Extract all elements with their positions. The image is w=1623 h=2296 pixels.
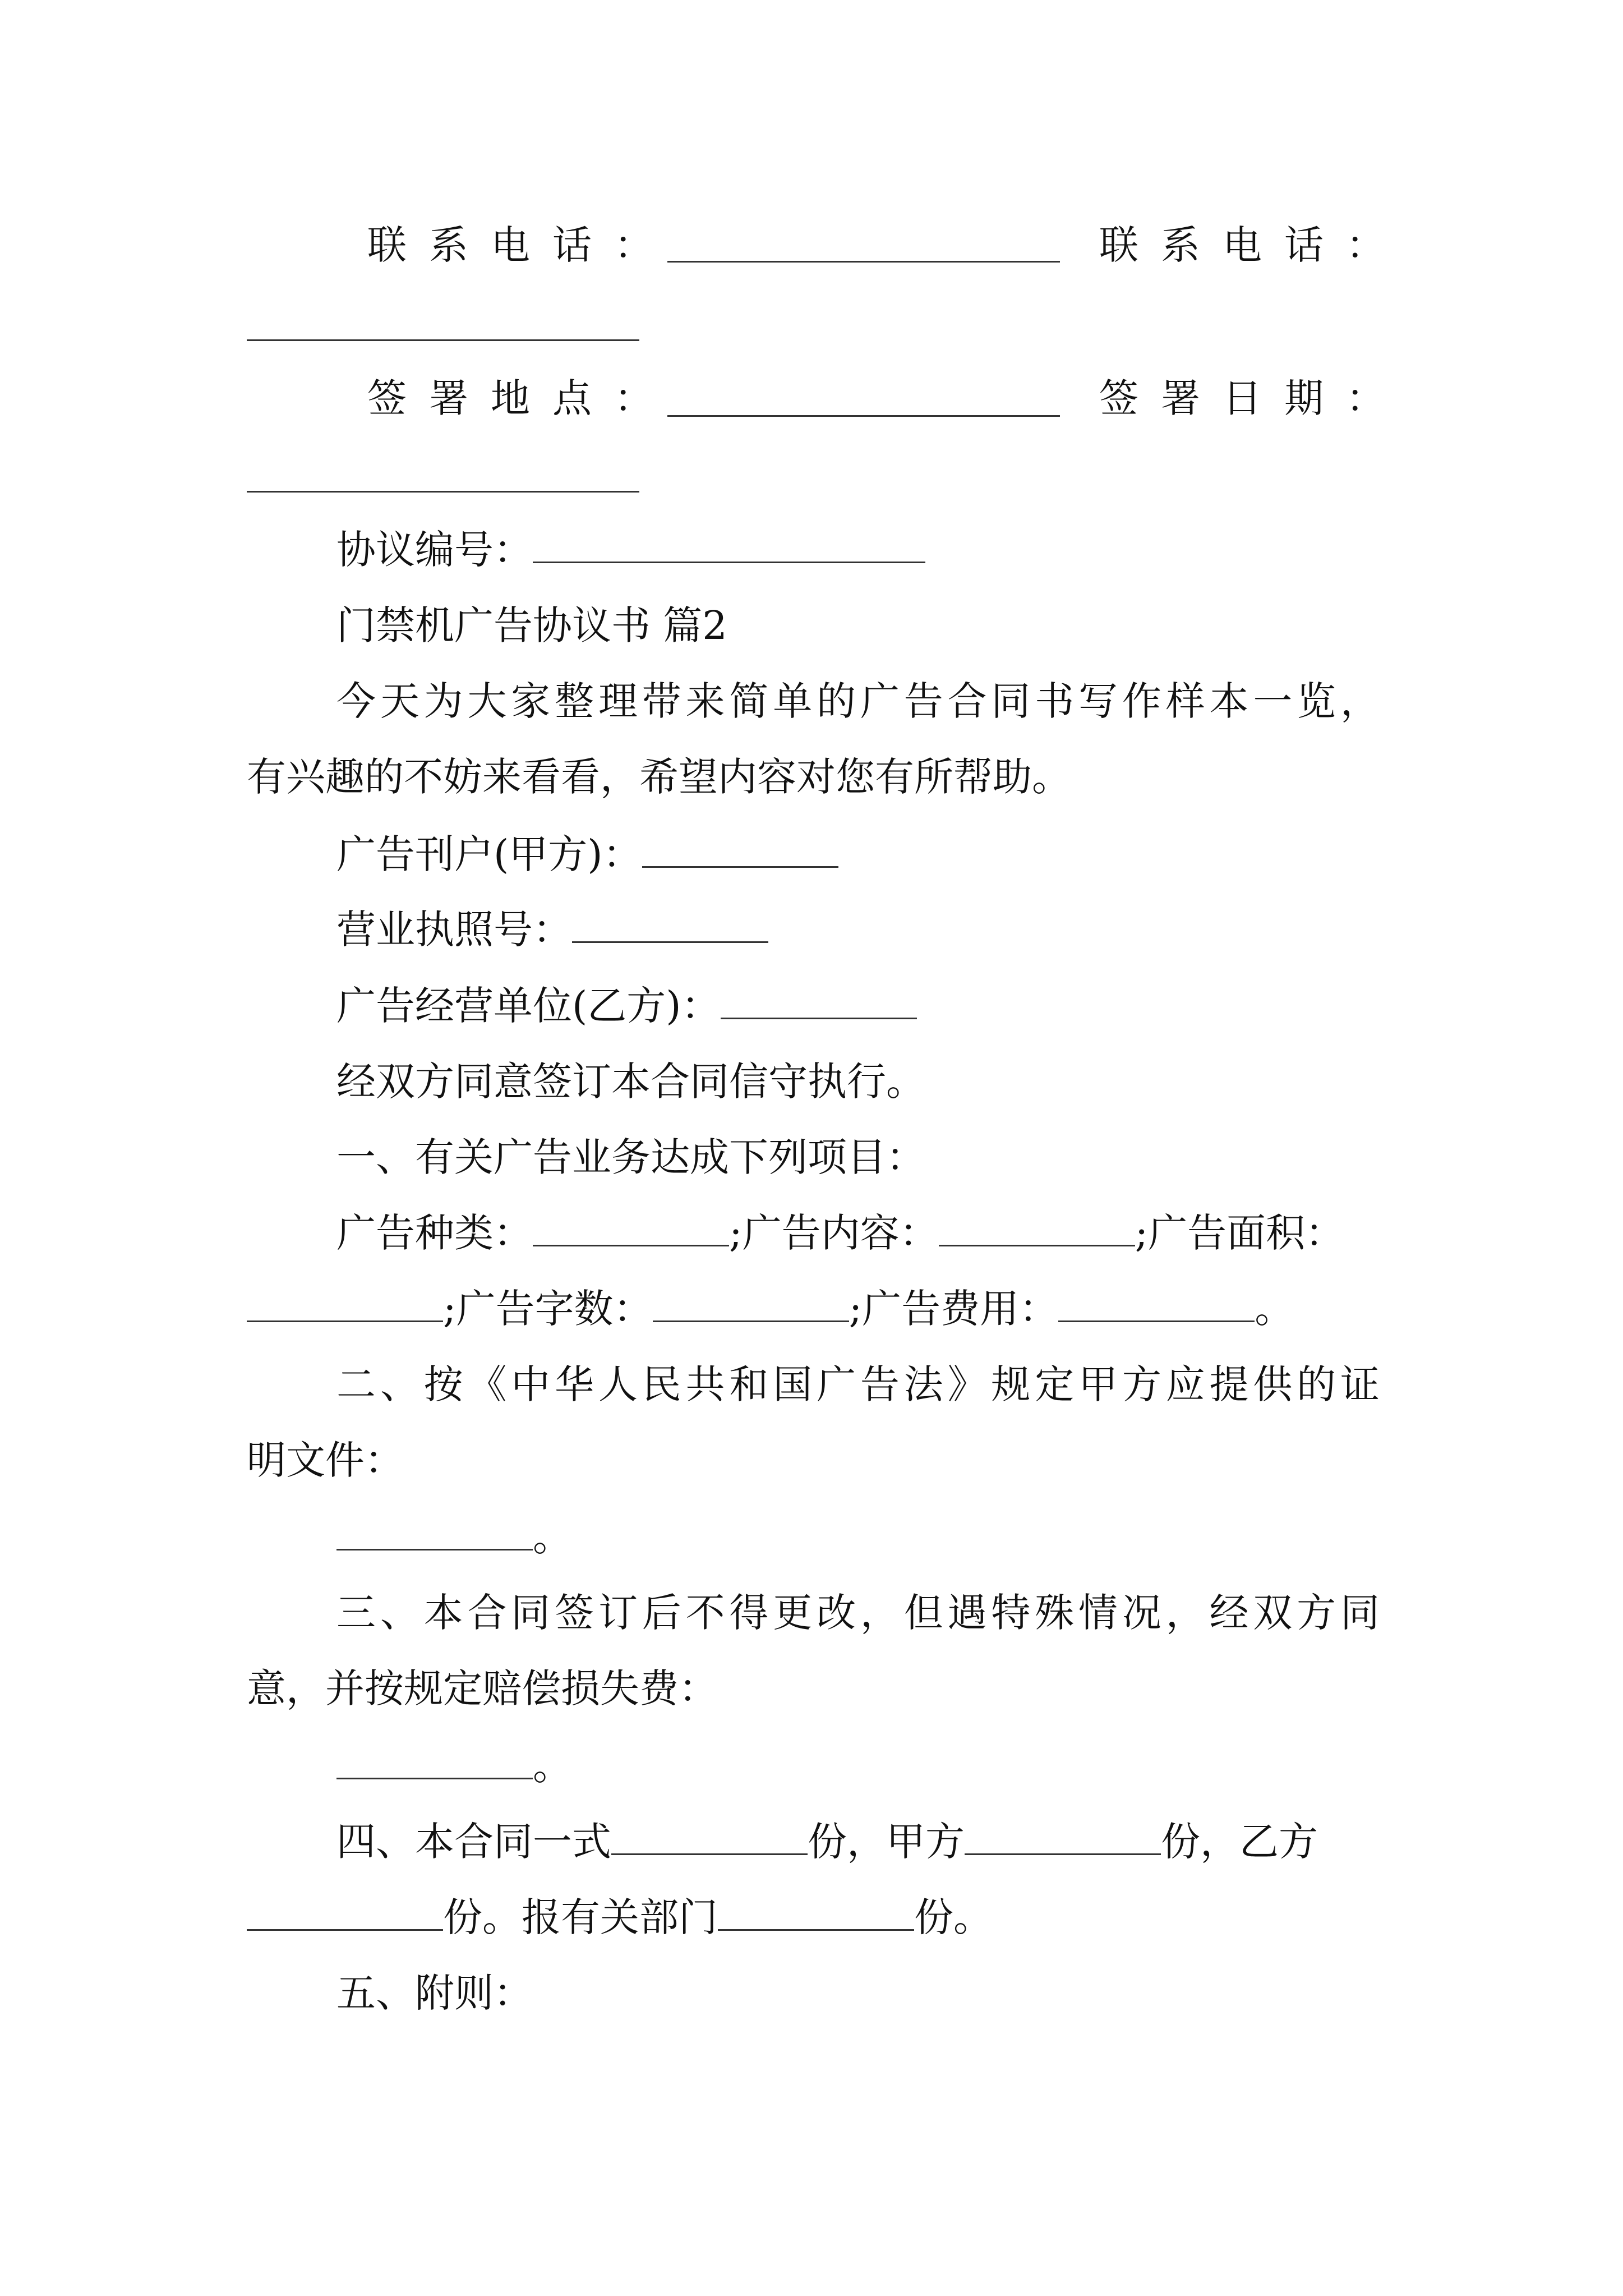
- copies-label: 四、本合同一式: [336, 1819, 611, 1865]
- contact-phone-label-a: 联系电话：: [367, 222, 676, 268]
- department-copies-blank[interactable]: [718, 1898, 914, 1931]
- clause-1-items-line1: [336, 1208, 1344, 1258]
- period-mark: 。: [533, 1743, 572, 1789]
- clause-5-heading: 五、附则：: [336, 1970, 533, 2016]
- license-no-blank[interactable]: [572, 910, 768, 943]
- ad-content-blank[interactable]: [939, 1213, 1135, 1246]
- party-a-line: [336, 829, 838, 880]
- clause-2-line2: 明文件：: [247, 1437, 404, 1483]
- documents-blank[interactable]: [336, 1517, 533, 1550]
- clause-1-items-line2: [247, 1283, 1294, 1334]
- agreement-no-label: 协议编号：: [336, 527, 533, 573]
- party-b-copies-blank[interactable]: [247, 1898, 443, 1931]
- copies-suffix: 份。: [914, 1894, 993, 1940]
- party-a-copies-blank[interactable]: [965, 1822, 1161, 1855]
- party-a-label: 广告刊户(甲方)：: [336, 831, 642, 877]
- ad-wordcount-label: ;广告字数：: [443, 1286, 653, 1332]
- party-b-blank[interactable]: [721, 986, 917, 1019]
- license-no-line: [336, 904, 768, 955]
- clause-3-line2: 意，并按规定赔偿损失费：: [247, 1665, 718, 1711]
- section-title: 门禁机广告协议书 篇2: [336, 602, 727, 648]
- clause-2-blank-line: [336, 1512, 572, 1562]
- clause-3-line1: 三、本合同签订后不得更改，但遇特殊情况，经双方同: [336, 1590, 1380, 1636]
- ad-wordcount-blank[interactable]: [653, 1289, 849, 1322]
- contact-phone-label-b: 联系电话：: [1099, 222, 1408, 268]
- party-a-blank[interactable]: [642, 835, 838, 868]
- clause-1-heading: 一、有关广告业务达成下列项目：: [336, 1134, 925, 1180]
- ad-fee-label: ;广告费用：: [849, 1286, 1059, 1332]
- ad-type-label: 广告种类：: [336, 1210, 533, 1256]
- department-copies-label: 份。报有关部门: [443, 1894, 718, 1940]
- contact-phone-blank-b[interactable]: [247, 339, 639, 341]
- party-a-copies-label: 份，甲方: [808, 1819, 965, 1865]
- license-no-label: 营业执照号：: [336, 907, 572, 953]
- ad-fee-blank[interactable]: [1058, 1289, 1255, 1322]
- period-mark: 。: [533, 1514, 572, 1560]
- contact-phone-blank-a[interactable]: [667, 261, 1060, 263]
- party-b-copies-label: 份，乙方: [1161, 1819, 1318, 1865]
- party-b-label: 广告经营单位(乙方)：: [336, 983, 721, 1029]
- ad-content-label: ;广告内容：: [729, 1210, 939, 1256]
- agreement-no-line: [336, 524, 925, 575]
- intro-paragraph-line1: 今天为大家整理带来简单的广告合同书写作样本一览，: [336, 678, 1380, 724]
- signing-place-label: 签署地点：: [367, 375, 676, 421]
- period-mark: 。: [1255, 1286, 1294, 1332]
- clause-4-line1: [336, 1816, 1318, 1867]
- intro-paragraph-line2: 有兴趣的不妨来看看，希望内容对您有所帮助。: [247, 754, 1071, 800]
- agreement-no-blank[interactable]: [533, 530, 925, 563]
- ad-type-blank[interactable]: [533, 1213, 729, 1246]
- signing-date-label: 签署日期：: [1099, 375, 1408, 421]
- clause-4-line2: [247, 1892, 993, 1943]
- ad-area-blank[interactable]: [247, 1289, 443, 1322]
- signing-date-blank[interactable]: [247, 491, 639, 493]
- compensation-blank[interactable]: [336, 1746, 533, 1779]
- clause-3-blank-line: [336, 1741, 572, 1791]
- party-b-line: [336, 981, 917, 1031]
- signing-place-blank[interactable]: [667, 415, 1060, 417]
- ad-area-label: ;广告面积：: [1135, 1210, 1345, 1256]
- agreement-statement: 经双方同意签订本合同信守执行。: [336, 1059, 925, 1105]
- copies-total-blank[interactable]: [611, 1822, 808, 1855]
- clause-2-line1: 二、按《中华人民共和国广告法》规定甲方应提供的证: [336, 1361, 1380, 1407]
